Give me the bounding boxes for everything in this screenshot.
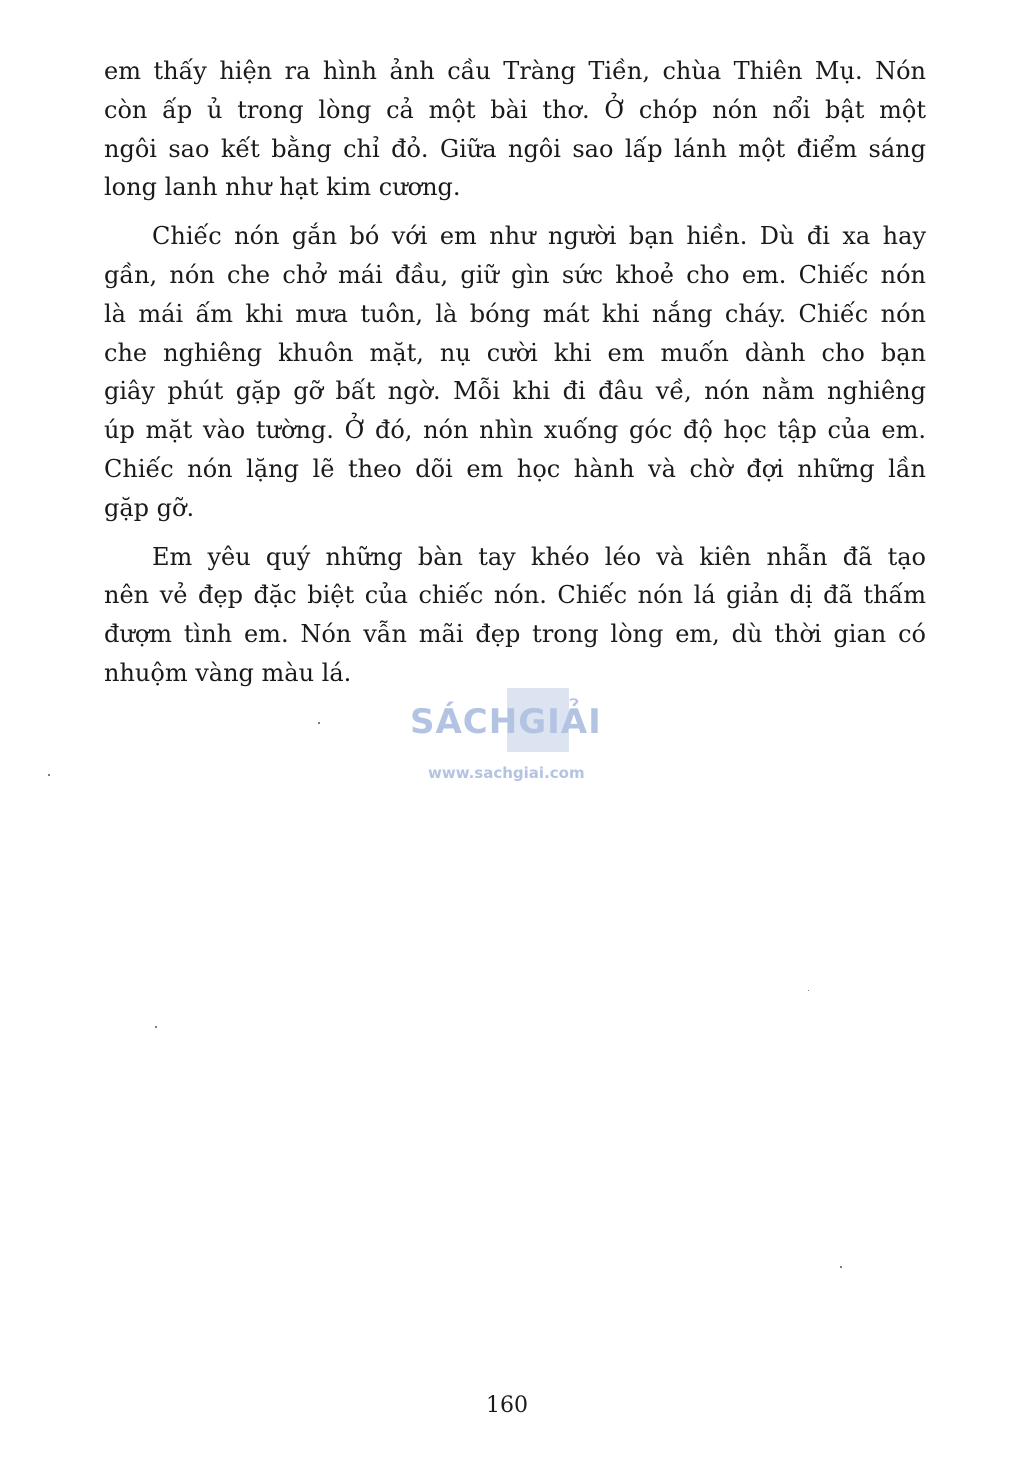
text-line: giây phút gặp gỡ bất ngờ. Mỗi khi đi đâu về, nón nằm nghiêng [104,377,926,406]
text-line: em thấy hiện ra hình ảnh cầu Tràng Tiền, chùa Thiên Mụ. Nón [104,57,926,85]
watermark-url: www.sachgiai.com [428,764,585,782]
text-line: long lanh như hạt kim cương. [104,173,461,202]
scan-speck [155,1026,157,1028]
watermark-logo [410,702,602,742]
text-line: Em yêu quý những bàn tay khéo léo và kiên nhẫn đã tạo [152,542,926,571]
text-line: là mái ấm khi mưa tuôn, là bóng mát khi nắng cháy. Chiếc nón [104,299,926,328]
text-line: gần, nón che chở mái đầu, giữ gìn sức khoẻ cho em. Chiếc nón [104,260,926,289]
text-line: úp mặt vào tường. Ở đó, nón nhìn xuống góc độ học tập của em. [104,416,926,445]
paragraph-1 [104,52,926,207]
text-line: còn ấp ủ trong lòng cả một bài thơ. Ở chóp nón nổi bật một [104,95,926,124]
scan-speck [840,1266,842,1268]
text-line: che nghiêng khuôn mặt, nụ cười khi em muốn dành cho bạn [104,338,926,367]
text-line: Chiếc nón gắn bó với em như người bạn hiền. Dù đi xa hay [152,222,926,251]
watermark-logo-text: SÁCHGIẢI [410,702,602,742]
scan-speck [808,990,809,991]
paragraph-2 [104,217,926,527]
watermark [410,688,620,788]
text-line: đượm tình em. Nón vẫn mãi đẹp trong lòng em, dù thời gian có [104,620,926,649]
text-line: gặp gỡ. [104,493,195,522]
scan-speck [318,722,320,724]
paragraph-3 [104,538,926,693]
body-text [104,52,926,693]
text-line: Chiếc nón lặng lẽ theo dõi em học hành và chờ đợi những lần [104,454,926,483]
page-number: 160 [486,1393,528,1418]
text-line: ngôi sao kết bằng chỉ đỏ. Giữa ngôi sao lấp lánh một điểm sáng [104,134,926,163]
text-line: nhuộm vàng màu lá. [104,658,352,687]
text-line: nên vẻ đẹp đặc biệt của chiếc nón. Chiếc nón lá giản dị đã thấm [104,581,926,610]
scan-speck [48,774,50,776]
